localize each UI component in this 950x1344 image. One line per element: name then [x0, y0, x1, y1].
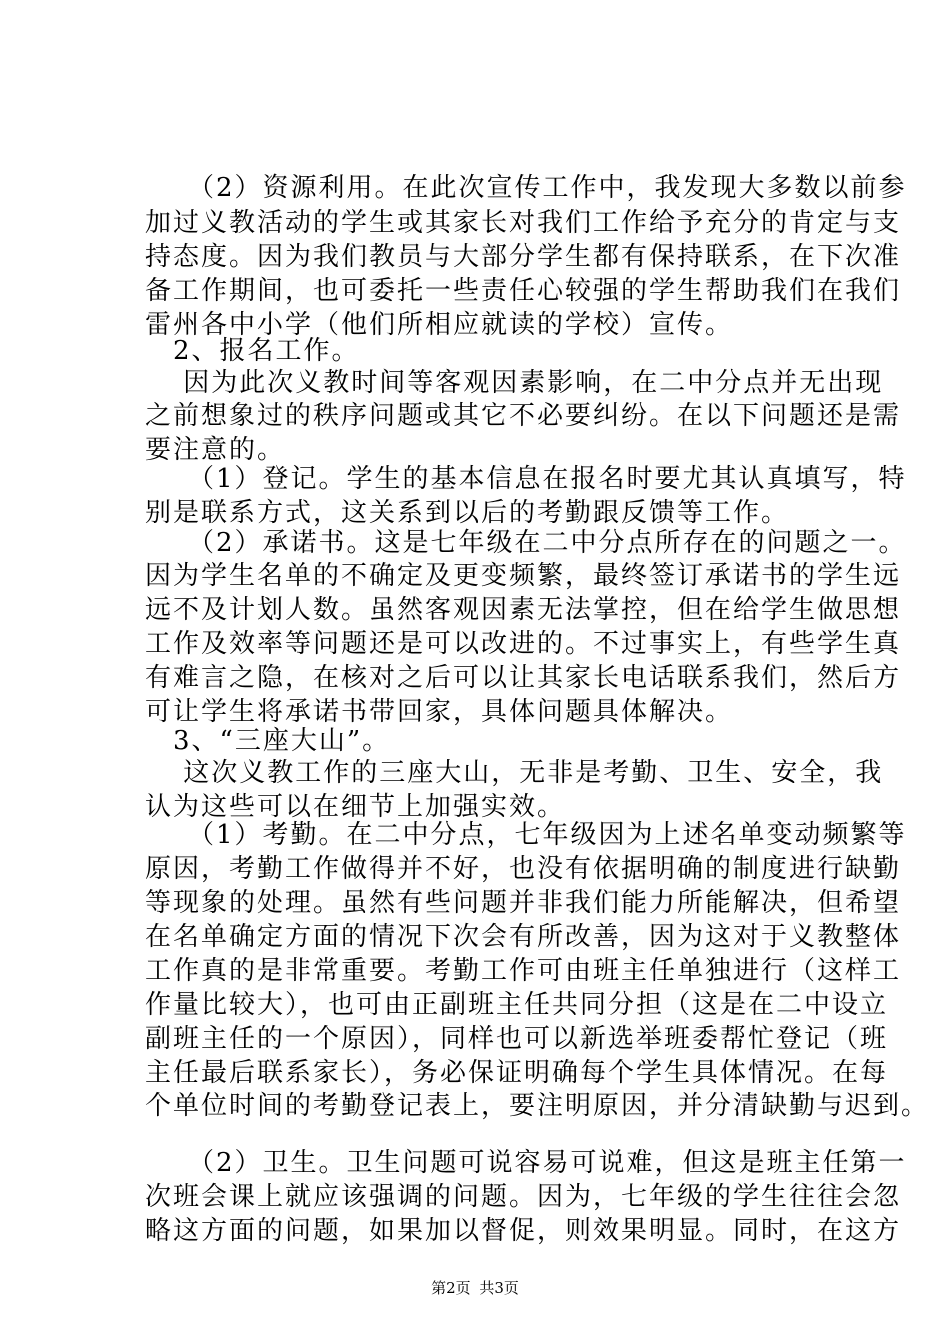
- page-number: 第2页: [431, 1279, 471, 1297]
- text-line: 要注意的。: [145, 435, 286, 465]
- page-total: 共3页: [479, 1279, 519, 1297]
- text-line: 远不及计划人数。虽然客观因素无法掌控，但在给学生做思想: [145, 595, 902, 625]
- text-line: 备工作期间，也可委托一些责任心较强的学生帮助我们在我们: [145, 276, 902, 306]
- text-line: 认为这些可以在细节上加强实效。: [145, 792, 566, 822]
- text-line: 有难言之隐，在核对之后可以让其家长电话联系我们，然后方: [145, 663, 902, 693]
- text-line: 原因，考勤工作做得并不好，也没有依据明确的制度进行缺勤: [145, 854, 902, 884]
- text-line: 个单位时间的考勤登记表上，要注明原因，并分清缺勤与迟到。: [145, 1091, 930, 1121]
- text-line: 之前想象过的秩序问题或其它不必要纠纷。在以下问题还是需: [145, 401, 902, 431]
- text-line: 作量比较大），也可由正副班主任共同分担（这是在二中设立: [145, 990, 889, 1020]
- text-line: 次班会课上就应该强调的问题。因为，七年级的学生往往会忽: [145, 1182, 902, 1212]
- text-line: 因为学生名单的不确定及更变频繁，最终签订承诺书的学生远: [145, 561, 902, 591]
- text-line: 副班主任的一个原因），同样也可以新选举班委帮忙登记（班: [145, 1024, 889, 1054]
- text-line: 在名单确定方面的情况下次会有所改善，因为这对于义教整体: [145, 922, 902, 952]
- text-line: （2）承诺书。这是七年级在二中分点所存在的问题之一。: [145, 528, 907, 558]
- text-line: 主任最后联系家长），务必保证明确每个学生具体情况。在每: [145, 1058, 889, 1088]
- text-line: 等现象的处理。虽然有些问题并非我们能力所能解决，但希望: [145, 888, 902, 918]
- text-line: 别是联系方式，这关系到以后的考勤跟反馈等工作。: [145, 498, 790, 528]
- text-line: 工作及效率等问题还是可以改进的。不过事实上，有些学生真: [145, 629, 902, 659]
- text-line: 工作真的是非常重要。考勤工作可由班主任单独进行（这样工: [145, 956, 902, 986]
- text-line: （1）考勤。在二中分点，七年级因为上述名单变动频繁等: [145, 820, 907, 850]
- text-line: 因为此次义教时间等客观因素影响，在二中分点并无出现: [145, 368, 884, 398]
- text-line: （2）卫生。卫生问题可说容易可说难，但这是班主任第一: [145, 1148, 907, 1178]
- page-footer: [0, 1277, 950, 1298]
- text-line: 加过义教活动的学生或其家长对我们工作给予充分的肯定与支: [145, 208, 902, 238]
- text-line: 略这方面的问题，如果加以督促，则效果明显。同时，在这方: [145, 1216, 902, 1246]
- text-line: 3、“三座大山”。: [145, 726, 391, 756]
- text-line: 雷州各中小学（他们所相应就读的学校）宣传。: [145, 310, 734, 340]
- text-line: （1）登记。学生的基本信息在报名时要尤其认真填写，特: [145, 464, 907, 494]
- text-line: 这次义教工作的三座大山，无非是考勤、卫生、安全，我: [145, 758, 884, 788]
- text-line: 可让学生将承诺书带回家，具体问题具体解决。: [145, 697, 734, 727]
- text-line: 2、报名工作。: [145, 336, 360, 366]
- text-line: （2）资源利用。在此次宣传工作中，我发现大多数以前参: [145, 173, 907, 203]
- text-line: 持态度。因为我们教员与大部分学生都有保持联系，在下次准: [145, 242, 902, 272]
